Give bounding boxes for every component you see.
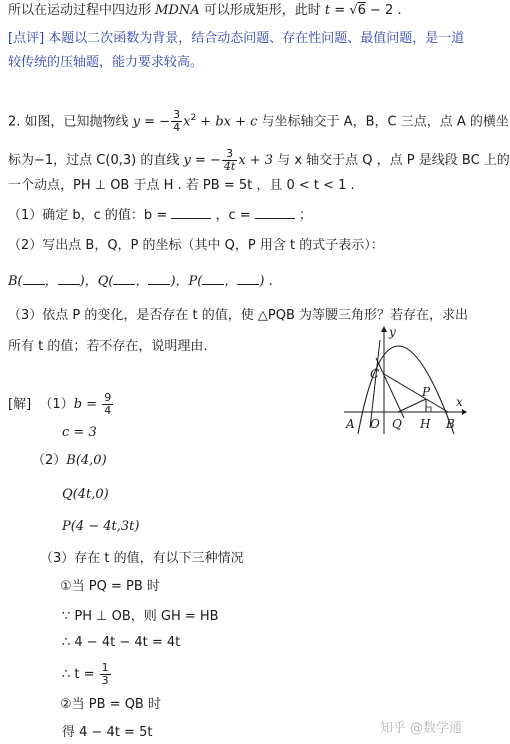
- numerator: 3: [173, 108, 181, 122]
- solution-c: c = 3: [62, 425, 97, 440]
- case-2: ②当 PB = QB 时: [60, 697, 161, 712]
- answer-blank: [171, 206, 211, 219]
- text: B(: [8, 274, 23, 289]
- text: ∴ t =: [62, 667, 99, 682]
- text: = −: [190, 153, 221, 168]
- text: 2. 如图，已知抛物线: [8, 114, 133, 130]
- x-axis-arrow: [462, 409, 467, 415]
- label-a: A: [346, 417, 355, 431]
- text: b =: [73, 397, 102, 412]
- text: − 2 .: [365, 3, 402, 18]
- solution-tag: [解]: [8, 397, 32, 412]
- numerator: 3: [222, 148, 237, 161]
- answer-blank: [202, 272, 224, 285]
- text: 与 x 轴交于点 Q ，点 P 是线段 BC 上的: [273, 153, 510, 168]
- right-angle-mark: [426, 407, 431, 412]
- solution-p: P(4 − 4t,3t): [62, 519, 140, 534]
- text: （1）确定 b，c 的值：b =: [8, 208, 172, 223]
- text: ) .: [259, 274, 273, 289]
- text: ，: [44, 274, 58, 289]
- label-p: P: [422, 385, 431, 399]
- comment-line-2: 较传统的压轴题，能力要求较高。: [8, 55, 204, 70]
- text: B(4,0): [66, 453, 107, 468]
- answer-blank: [58, 272, 80, 285]
- label-q: Q: [392, 417, 402, 431]
- text: 可以形成矩形，此时: [199, 3, 325, 18]
- text: ，c =: [211, 208, 255, 223]
- text: y: [132, 114, 141, 130]
- answer-blank: [113, 272, 135, 285]
- text: x: [183, 114, 191, 130]
- previous-answer-line: 所以在运动过程中四边形 MDNA 可以形成矩形，此时 t = √6 − 2 .: [8, 3, 402, 18]
- question-line-3: 一个动点，PH ⊥ OB 于点 H . 若 PB = 5t ，且 0 < t < 1 .: [8, 178, 355, 193]
- line-bc: [384, 374, 448, 412]
- sqrt-value: 6: [357, 3, 366, 18]
- fraction: [102, 392, 113, 417]
- answer-blank: [148, 272, 170, 285]
- fraction: [171, 109, 182, 134]
- answer-blank: [23, 272, 45, 285]
- solution-part-1: [8, 392, 114, 417]
- case-2-step-a: 得 4 − 4t = 5t: [62, 725, 153, 740]
- label-c: C: [370, 367, 380, 381]
- text: x + 3: [238, 153, 274, 168]
- answer-blank: [255, 206, 295, 219]
- denominator: 4: [173, 121, 181, 135]
- text: 所以在运动过程中四边形: [8, 3, 156, 18]
- label-x: x: [456, 395, 463, 409]
- text: )，Q(: [79, 274, 114, 289]
- solution-q: Q(4t,0): [62, 487, 109, 502]
- part-3-line-2: 所有 t 的值；若不存在，说明理由.: [8, 339, 208, 354]
- text: （2）: [32, 453, 67, 468]
- text: 与坐标轴交于 A，B，C 三点，点 A 的横坐: [257, 114, 509, 130]
- case-1-step-a: ∵ PH ⊥ OB，则 GH = HB: [62, 609, 219, 624]
- text: ；: [294, 208, 312, 223]
- text: y: [183, 153, 191, 168]
- text: t: [324, 3, 331, 18]
- parabola-figure: [336, 318, 468, 436]
- denominator: 3: [101, 674, 109, 687]
- numerator: 9: [104, 391, 112, 404]
- text: )，P(: [170, 274, 203, 289]
- part-3-line-1: （3）依点 P 的变化，是否存在 t 的值，使 △PQB 为等腰三角形？若存在，求出: [8, 308, 468, 323]
- fraction: [100, 662, 111, 687]
- line-steep: [370, 340, 380, 428]
- y-axis-arrow: [381, 326, 387, 332]
- text: = −: [140, 114, 171, 130]
- label-b: B: [446, 417, 455, 431]
- text: 标为−1，过点 C(0,3) 的直线: [8, 153, 184, 168]
- case-1: ①当 PQ = PB 时: [60, 579, 160, 594]
- label-o: O: [370, 417, 380, 431]
- watermark: 知乎 @数学通: [379, 721, 462, 736]
- text: + bx + c: [196, 114, 258, 130]
- case-1-step-c: [62, 662, 112, 687]
- denominator: 4t: [223, 160, 236, 173]
- solution-part-3: （3）存在 t 的值，有以下三种情况: [40, 551, 244, 566]
- text: （1）: [39, 397, 74, 412]
- solution-part-2: [32, 452, 107, 470]
- text: ，: [135, 274, 149, 289]
- label-y: y: [389, 325, 396, 339]
- text: ，: [224, 274, 238, 289]
- question-line-2: [8, 148, 510, 173]
- text: MDNA: [155, 3, 200, 18]
- part-2-blanks: [8, 272, 273, 291]
- comment-line-1: [点评] 本题以二次函数为背景，结合动态问题、存在性问题、最值问题，是一道: [8, 31, 465, 46]
- label-h: H: [420, 417, 431, 431]
- part-2: （2）写出点 B，Q，P 的坐标（其中 Q，P 用含 t 的式子表示）：: [8, 238, 384, 253]
- answer-blank: [237, 272, 259, 285]
- question-line-1: [8, 109, 509, 134]
- line-cq: [376, 358, 404, 418]
- fraction: [222, 148, 237, 173]
- exponent: 2: [190, 113, 197, 123]
- text: =: [330, 3, 350, 18]
- part-1: [8, 206, 312, 225]
- numerator: 1: [101, 661, 109, 674]
- denominator: 4: [104, 404, 112, 417]
- case-1-step-b: ∴ 4 − 4t − 4t = 4t: [62, 635, 181, 650]
- segment-pq: [398, 399, 426, 412]
